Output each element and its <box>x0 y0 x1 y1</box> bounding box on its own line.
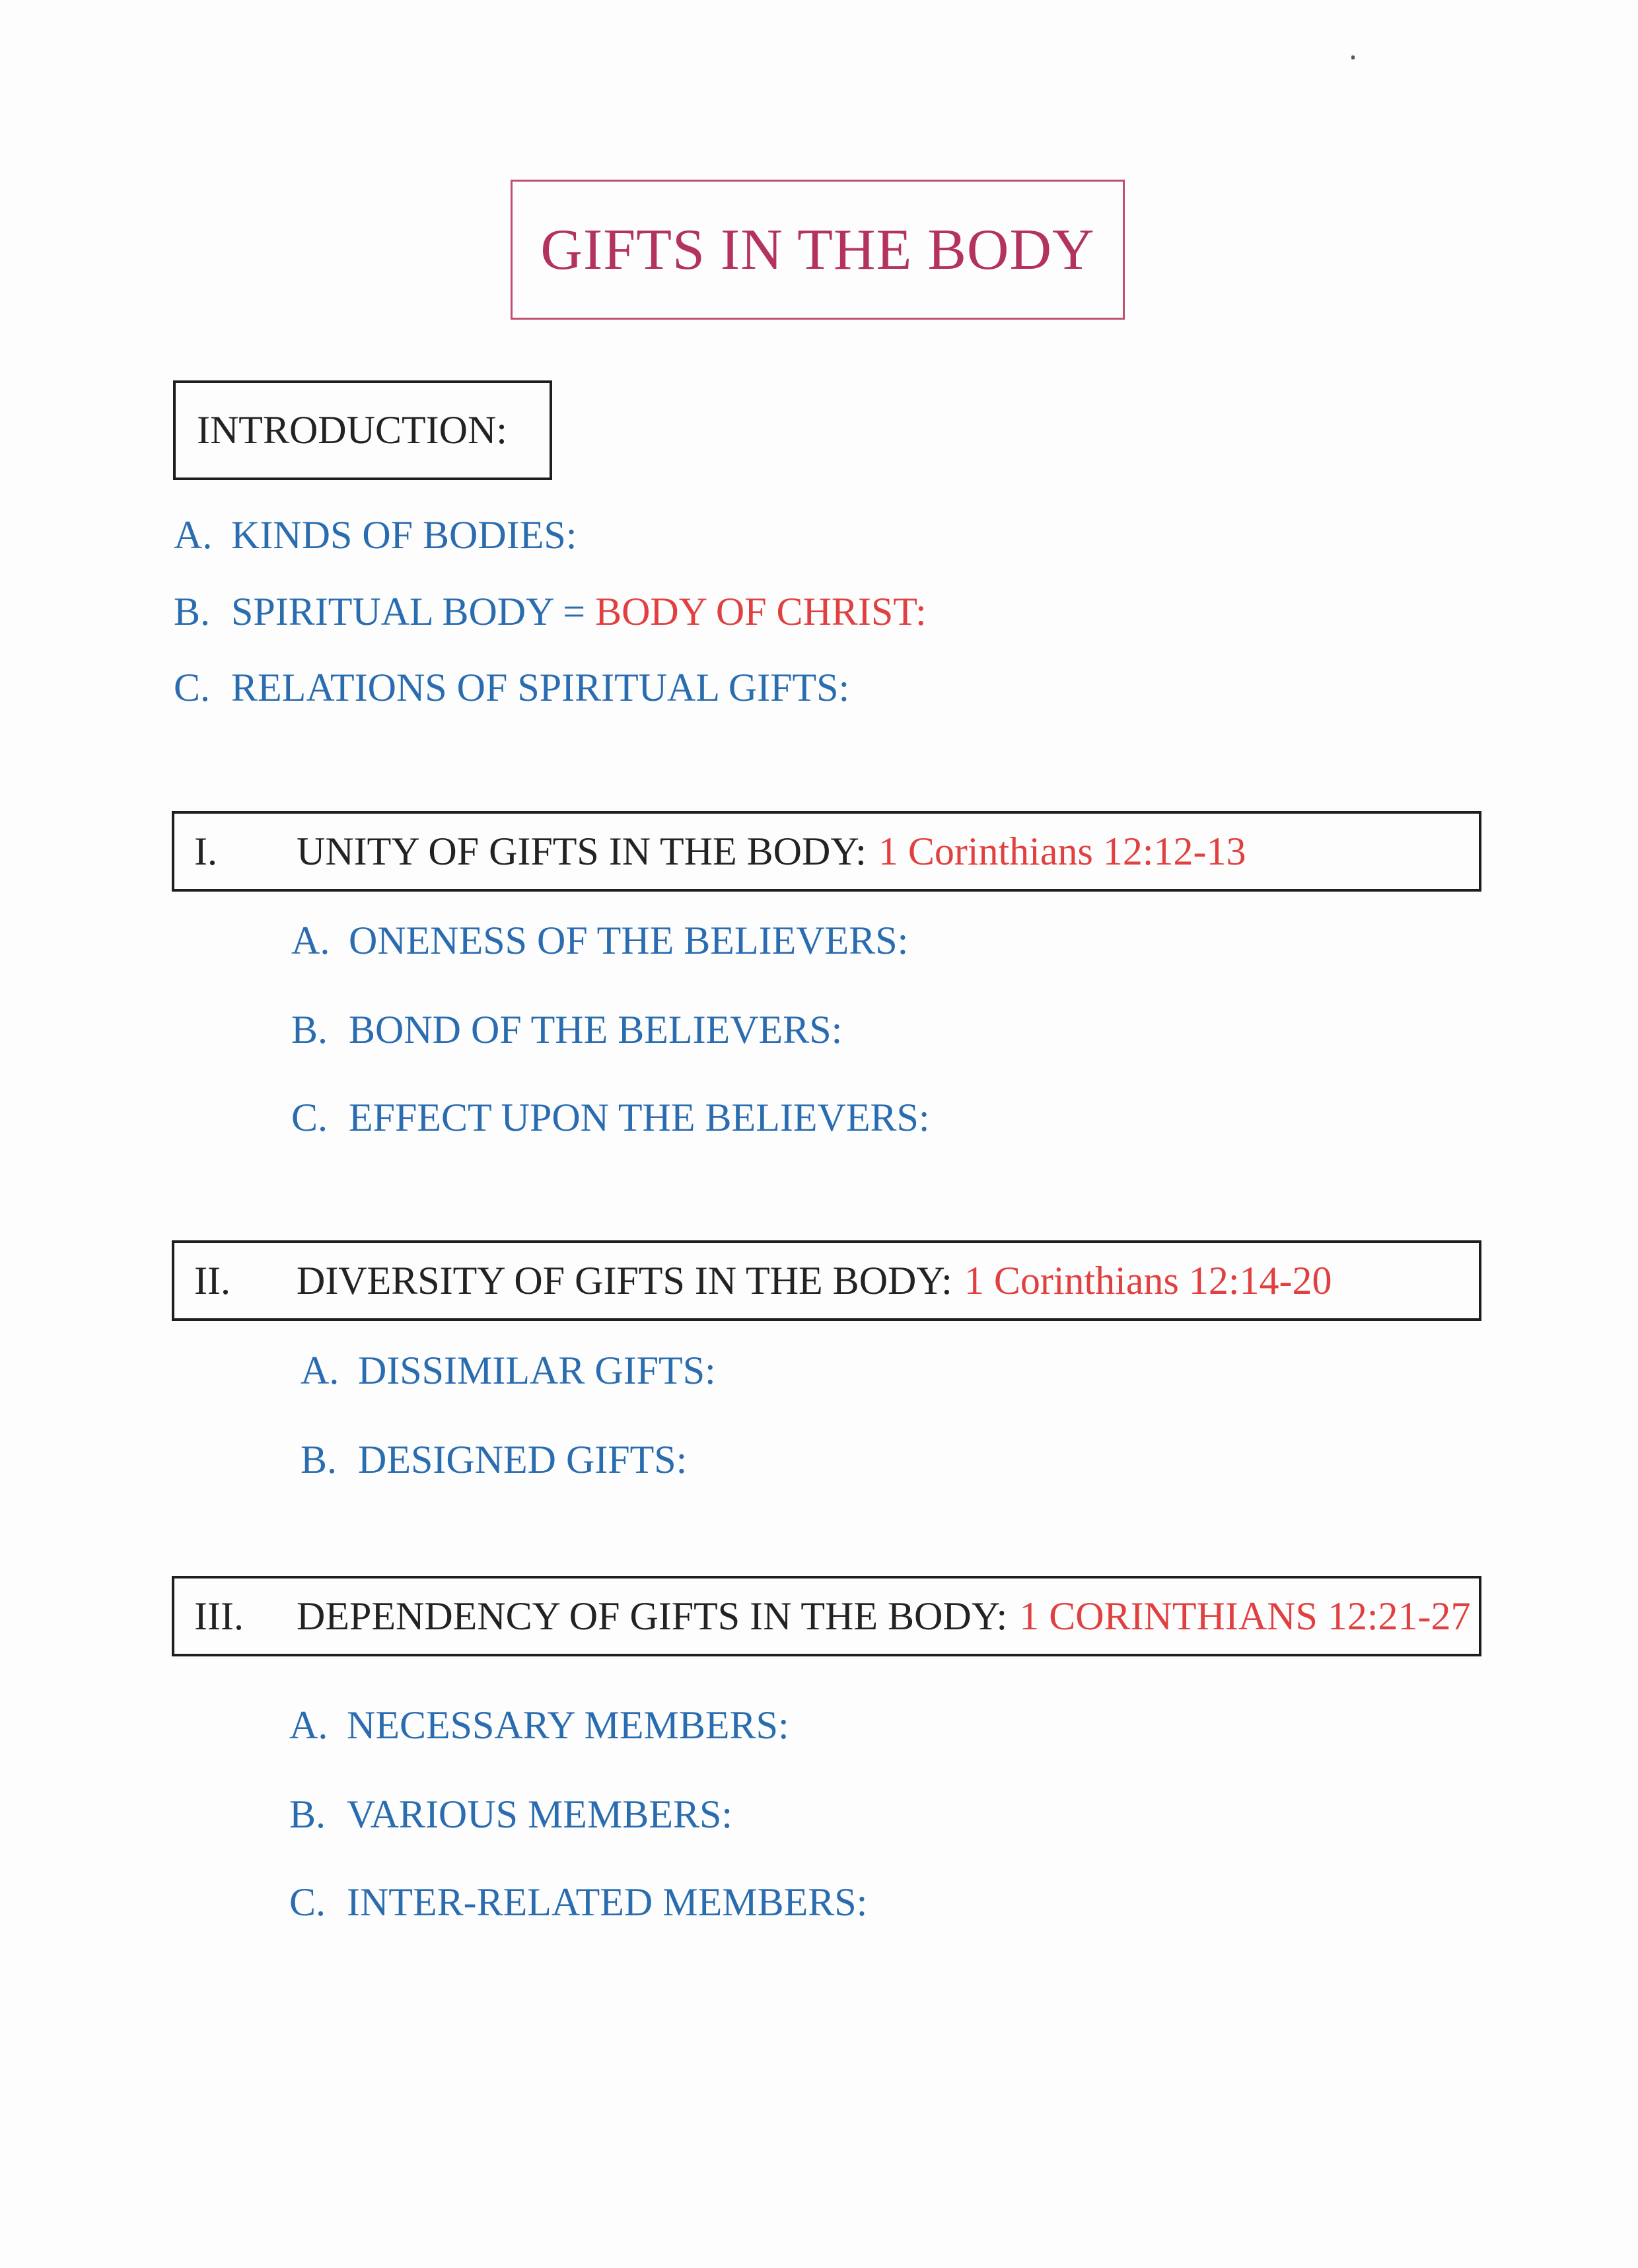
intro-item-b-text: SPIRITUAL BODY = <box>231 590 596 633</box>
section-1-box <box>172 811 1481 892</box>
section-3-item-b <box>289 1794 732 1834</box>
section-1-item-a <box>291 921 908 960</box>
intro-item-c-letter: C. <box>174 666 211 709</box>
section-1-item-b-letter: B. <box>291 1008 328 1051</box>
section-3-item-a-letter: A. <box>289 1703 328 1747</box>
section-2-item-b <box>301 1440 687 1479</box>
section-3-reference: 1 CORINTHIANS 12:21-27 <box>1019 1594 1471 1638</box>
section-3-item-c-text: INTER-RELATED MEMBERS: <box>347 1880 868 1924</box>
section-3-item-a-text: NECESSARY MEMBERS: <box>347 1703 789 1747</box>
section-1-item-c-text: EFFECT UPON THE BELIEVERS: <box>349 1096 930 1139</box>
section-3-item-a <box>289 1705 789 1745</box>
intro-item-b-letter: B. <box>174 590 211 633</box>
intro-item-a <box>174 515 577 555</box>
section-3-box <box>172 1576 1481 1656</box>
section-3-item-b-letter: B. <box>289 1792 326 1836</box>
section-3-numeral: III. <box>194 1594 244 1638</box>
introduction-heading: INTRODUCTION: <box>197 408 507 452</box>
section-2-item-a <box>301 1351 716 1390</box>
section-3-heading: DEPENDENCY OF GIFTS IN THE BODY: <box>297 1594 1008 1638</box>
scan-speck <box>1351 55 1355 59</box>
intro-item-c-text: RELATIONS OF SPIRITUAL GIFTS: <box>231 666 850 709</box>
section-1-item-c <box>291 1098 930 1137</box>
introduction-box <box>173 380 552 480</box>
section-2-box <box>172 1240 1481 1321</box>
section-2-item-a-letter: A. <box>301 1349 339 1392</box>
section-3-item-b-text: VARIOUS MEMBERS: <box>347 1792 733 1836</box>
section-1-item-b <box>291 1010 842 1049</box>
section-1-item-b-text: BOND OF THE BELIEVERS: <box>349 1008 843 1051</box>
section-2-item-b-text: DESIGNED GIFTS: <box>358 1438 688 1481</box>
title-box <box>511 180 1125 320</box>
section-2-numeral: II. <box>194 1258 231 1302</box>
intro-item-a-letter: A. <box>174 513 213 557</box>
section-3-item-c-letter: C. <box>289 1880 326 1924</box>
section-2-item-b-letter: B. <box>301 1438 338 1481</box>
section-2-heading: DIVERSITY OF GIFTS IN THE BODY: <box>297 1258 952 1302</box>
section-3-item-c <box>289 1882 867 1922</box>
intro-item-c <box>174 668 849 707</box>
intro-item-b <box>174 592 927 631</box>
section-2-reference: 1 Corinthians 12:14-20 <box>964 1258 1332 1302</box>
section-1-reference: 1 Corinthians 12:12-13 <box>878 829 1246 873</box>
intro-item-a-text: KINDS OF BODIES: <box>231 513 577 557</box>
section-1-item-c-letter: C. <box>291 1096 328 1139</box>
intro-item-b-highlight: BODY OF CHRIST: <box>595 590 927 633</box>
section-1-numeral: I. <box>194 829 217 873</box>
section-2-item-a-text: DISSIMILAR GIFTS: <box>358 1349 716 1392</box>
section-1-heading: UNITY OF GIFTS IN THE BODY: <box>297 829 867 873</box>
section-1-item-a-letter: A. <box>291 919 330 962</box>
section-1-item-a-text: ONENESS OF THE BELIEVERS: <box>349 919 909 962</box>
page-title: GIFTS IN THE BODY <box>540 217 1095 282</box>
